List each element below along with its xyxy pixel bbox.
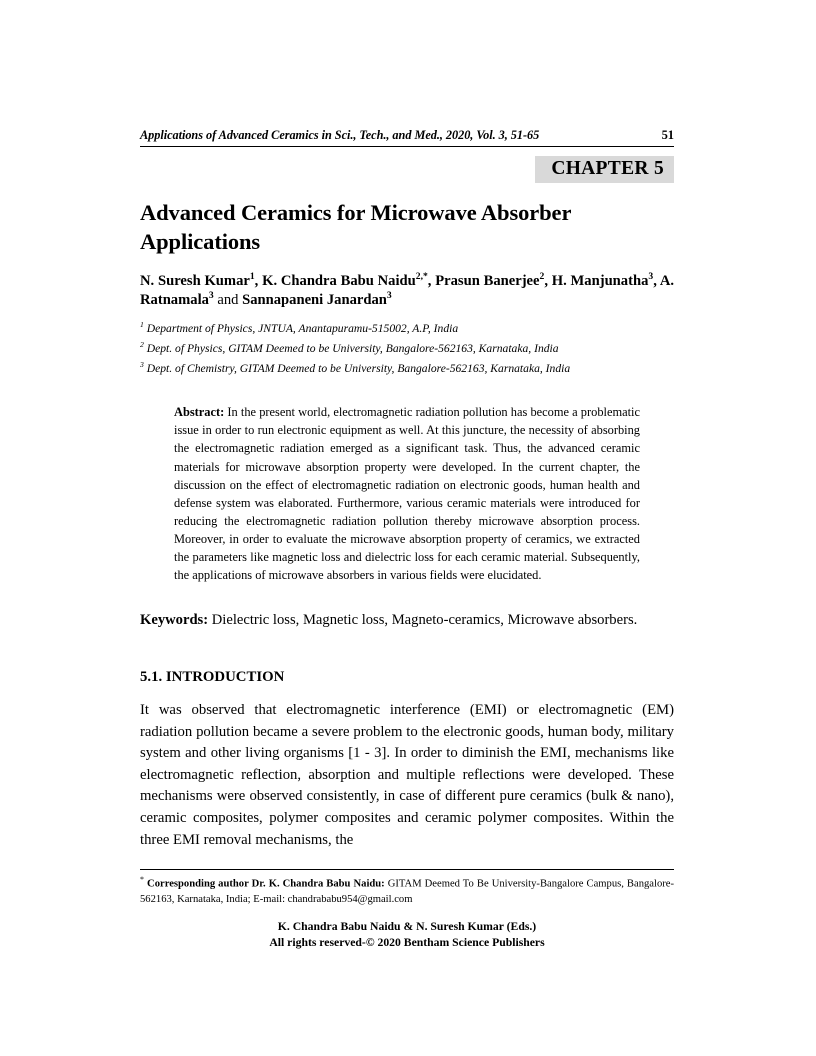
- colophon: [140, 919, 674, 952]
- page-number: 51: [661, 128, 674, 142]
- footnote-text: GITAM Deemed To Be University-Bangalore Campus, Bangalore-562163, Karnataka, India; E-mail: chandrababu954@gmail.com: [140, 878, 674, 905]
- running-head-citation: Applications of Advanced Ceramics in Sci., Tech., and Med., 2020, Vol. 3, 51-65: [140, 128, 540, 142]
- affiliation-list: [140, 319, 674, 379]
- abstract-block: [174, 403, 640, 584]
- affiliation-1-text: Department of Physics, JNTUA, Anantapuramu-515002, A.P, India: [143, 322, 459, 336]
- keywords-text: Dielectric loss, Magnetic loss, Magneto-ceramics, Microwave absorbers.: [208, 612, 638, 629]
- title-line-2: Applications: [140, 228, 261, 254]
- affiliation-2-marker: 2: [140, 340, 144, 350]
- running-head: [140, 128, 674, 143]
- author-4-affil-marker: 3: [648, 270, 654, 282]
- footnote-label: Corresponding author Dr. K. Chandra Babu Naidu:: [147, 878, 385, 890]
- affiliation-1-marker: 1: [140, 320, 144, 330]
- page-title: [140, 199, 674, 256]
- author-6: Sannapaneni Janardan: [242, 291, 387, 308]
- abstract-text: In the present world, electromagnetic radiation pollution has become a problematic issue in order to run electronic equipment as well. At this juncture, the necessity of absorbing the electromagnetic radiation emerged as a significant task. Thus, the advanced ceramic materials for microwave absorption property were developed. In the current chapter, the discussion on the effect of electromagnetic radiation on electronic goods, human health and defense system was elaborated. Furthermore, various ceramic materials were introduced for reducing the electromagnetic radiation pollution thereby microwave absorption process. Moreover, in order to evaluate the microwave absorption property of ceramics, we extracted the parameters like magnetic loss and dielectric loss for each ceramic material. Subsequently, the applications of microwave absorbers in various fields were elucidated.: [174, 405, 640, 583]
- author-1-affil-marker: 1: [249, 270, 255, 282]
- affiliation-2: [140, 339, 674, 359]
- keywords-label: Keywords:: [140, 612, 209, 629]
- author-2-affil-marker: 2,*: [415, 270, 428, 282]
- affiliation-3: [140, 359, 674, 379]
- colophon-rights: All rights reserved-© 2020 Bentham Science Publishers: [269, 936, 545, 950]
- affiliation-1: [140, 319, 674, 339]
- author-5-affil-marker: 3: [208, 290, 214, 302]
- chapter-label: CHAPTER 5: [535, 156, 674, 183]
- section-paragraph: It was observed that electromagnetic interference (EMI) or electromagnetic (EM) radiation pollution became a severe problem to the electronic goods, human body, military system and other living organisms [1 - 3]. In order to diminish the EMI, mechanisms like electromagnetic reflection, absorption and multiple reflections were developed. These mechanisms were observed consistently, in case of different pure ceramics (bulk & nano), ceramic composites, polymer composites and ceramic polymer composites. Within the three EMI removal mechanisms, the: [140, 701, 674, 848]
- author-2: K. Chandra Babu Naidu: [262, 272, 416, 289]
- author-list: N. Suresh Kumar$^1$, K. Chandra Babu Naidu$^{2,*}$, Prasun Banerjee$^2$, H. Manjunatha$^3$, A. Ratnamala$^3$ and Sannapaneni Janardan$^3$: [140, 270, 675, 308]
- affiliation-3-text: Dept. of Chemistry, GITAM Deemed to be University, Bangalore-562163, Karnataka, India: [143, 362, 571, 376]
- section-heading: 5.1. INTRODUCTION: [140, 668, 285, 685]
- footnote-marker: *: [140, 875, 144, 885]
- abstract-paragraph: [174, 403, 640, 584]
- author-conjunction: and: [213, 291, 243, 308]
- author-3-affil-marker: 2: [539, 270, 545, 282]
- keywords-block: [140, 610, 674, 631]
- footnote-divider: [140, 869, 674, 870]
- author-6-affil-marker: 3: [386, 290, 392, 302]
- affiliation-2-text: Dept. of Physics, GITAM Deemed to be University, Bangalore-562163, Karnataka, India: [143, 342, 559, 356]
- author-3: Prasun Banerjee: [435, 272, 540, 289]
- page-content: [140, 128, 674, 952]
- title-line-1: Advanced Ceramics for Microwave Absorber: [140, 200, 572, 226]
- author-4: H. Manjunatha: [551, 272, 649, 289]
- author-1: N. Suresh Kumar: [140, 272, 250, 289]
- abstract-label: Abstract:: [174, 405, 225, 420]
- author-5: A. Ratnamala: [140, 272, 675, 308]
- chapter-banner: [140, 156, 674, 183]
- header-divider: [140, 146, 674, 147]
- footnote: [140, 874, 674, 907]
- colophon-editors: K. Chandra Babu Naidu & N. Suresh Kumar (Eds.): [277, 919, 537, 933]
- affiliation-3-marker: 3: [140, 360, 144, 370]
